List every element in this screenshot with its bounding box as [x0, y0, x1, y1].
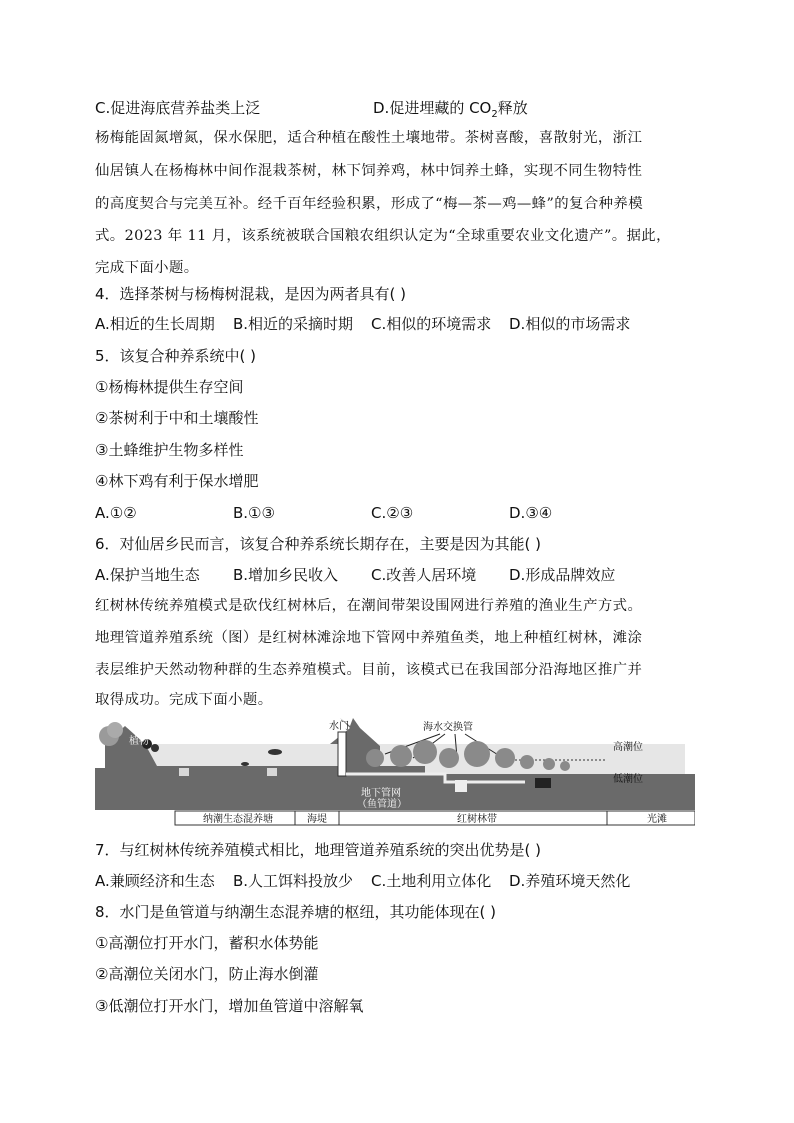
q6-options-row — [95, 565, 615, 585]
passage2-line: 表层维护天然动物种群的生态养殖模式。目前，该模式已在我国部分沿海地区推广并 — [95, 662, 643, 678]
q5-option-c: C.②③ — [371, 504, 414, 522]
q5-options-row — [95, 503, 552, 523]
fish-icon — [268, 749, 282, 755]
q4-option-c: C.相似的环境需求 — [371, 315, 492, 333]
q4-options-row — [95, 314, 630, 334]
q6-option-d: D.形成品牌效应 — [509, 566, 616, 584]
q3-option-d-suffix: 释放 — [497, 99, 528, 117]
zone-label-flat: 光滩 — [647, 814, 667, 825]
pipe-junction — [455, 780, 467, 792]
q5-stem: 5．该复合种养系统中( ) — [95, 347, 257, 365]
diagram-label-pipe-net: 地下管网 — [361, 788, 401, 799]
q8-item: ①高潮位打开水门，蓄积水体势能 — [95, 934, 319, 952]
diagram-label-gate: 水门 — [329, 721, 349, 732]
q5-item: ②茶树利于中和土壤酸性 — [95, 409, 259, 427]
passage1-line: 式。2023 年 11 月，该系统被联合国粮农组织认定为“全球重要农业文化遗产”。据此， — [95, 228, 671, 244]
passage1-line: 仙居镇人在杨梅林中间作混栽茶树，林下饲养鸡，林中饲养土蜂，实现不同生物特性 — [95, 163, 643, 179]
pond-block — [267, 768, 277, 776]
q4-option-d: D.相似的市场需求 — [509, 315, 631, 333]
diagram-label-pipe-net-sub: （鱼管道） — [357, 799, 407, 810]
q8-stem: 8．水门是鱼管道与纳潮生态混养塘的枢纽，其功能体现在( ) — [95, 903, 497, 921]
q7-option-c: C.土地利用立体化 — [371, 872, 492, 890]
q8-item: ②高潮位关闭水门，防止海水倒灌 — [95, 965, 319, 983]
diagram-label-low-tide: 低潮位 — [613, 774, 643, 785]
q4-stem: 4．选择茶树与杨梅树混栽，是因为两者具有( ) — [95, 285, 407, 303]
q3-option-d-subscript: 2 — [491, 109, 498, 120]
q5-item: ①杨梅林提供生存空间 — [95, 378, 244, 396]
q5-option-d: D.③④ — [509, 504, 553, 522]
mangrove-pipe-diagram — [95, 716, 695, 828]
q7-stem: 7．与红树林传统养殖模式相比，地理管道养殖系统的突出优势是( ) — [95, 841, 542, 859]
diagram-label-high-tide: 高潮位 — [613, 742, 643, 753]
gate-icon — [338, 732, 346, 776]
q8-item: ③低潮位打开水门，增加鱼管道中溶解氧 — [95, 997, 364, 1015]
q5-option-b: B.①③ — [233, 504, 275, 522]
q6-option-a: A.保护当地生态 — [95, 566, 200, 584]
diagram-label-exchange-pipe: 海水交换管 — [423, 722, 473, 733]
q5-option-a: A.①② — [95, 504, 137, 522]
q7-option-d: D.养殖环境天然化 — [509, 872, 631, 890]
fish-icon — [241, 762, 249, 766]
q4-option-b: B.相近的采摘时期 — [233, 315, 354, 333]
passage2-line: 地理管道养殖系统（图）是红树林滩涂地下管网中养殖鱼类，地上种植红树林，滩涂 — [95, 630, 643, 646]
zone-label-pond: 纳潮生态混养塘 — [203, 814, 273, 825]
q3-option-d — [373, 98, 528, 125]
pipe-end — [535, 778, 551, 788]
q5-item: ③土蜂维护生物多样性 — [95, 441, 244, 459]
q3-options-row — [95, 98, 528, 125]
diagram-svg — [95, 716, 695, 828]
q5-item: ④林下鸡有利于保水增肥 — [95, 472, 259, 490]
tree-icon — [107, 722, 123, 738]
passage2-line: 取得成功。完成下面小题。 — [95, 692, 273, 708]
q6-stem: 6．对仙居乡民而言，该复合种养系统长期存在，主要是因为其能( ) — [95, 535, 542, 553]
q3-option-c: C.促进海底营养盐类上泛 — [95, 99, 261, 117]
q7-option-b: B.人工饵料投放少 — [233, 872, 354, 890]
passage2-line: 红树林传统养殖模式是砍伐红树林后，在潮间带架设围网进行养殖的渔业生产方式。 — [95, 598, 643, 614]
q7-options-row — [95, 871, 630, 891]
zone-label-dike: 海堤 — [307, 814, 327, 825]
q4-option-a: A.相近的生长周期 — [95, 315, 215, 333]
plant-icon — [151, 744, 159, 752]
passage1-line: 杨梅能固氮增氮，保水保肥，适合种植在酸性土壤地带。茶树喜酸，喜散射光，浙江 — [95, 130, 643, 146]
pond-block — [179, 768, 189, 776]
diagram-label-plants: 植物 — [129, 736, 149, 747]
passage1-line: 的高度契合与完美互补。经千百年经验积累，形成了“梅—茶—鸡—蜂”的复合种养模 — [95, 196, 643, 212]
passage1-line: 完成下面小题。 — [95, 260, 199, 276]
q3-option-d-prefix: D.促进埋藏的 CO — [373, 99, 492, 117]
q6-option-b: B.增加乡民收入 — [233, 566, 339, 584]
q7-option-a: A.兼顾经济和生态 — [95, 872, 215, 890]
q6-option-c: C.改善人居环境 — [371, 566, 477, 584]
zone-label-mangrove: 红树林带 — [457, 814, 497, 825]
